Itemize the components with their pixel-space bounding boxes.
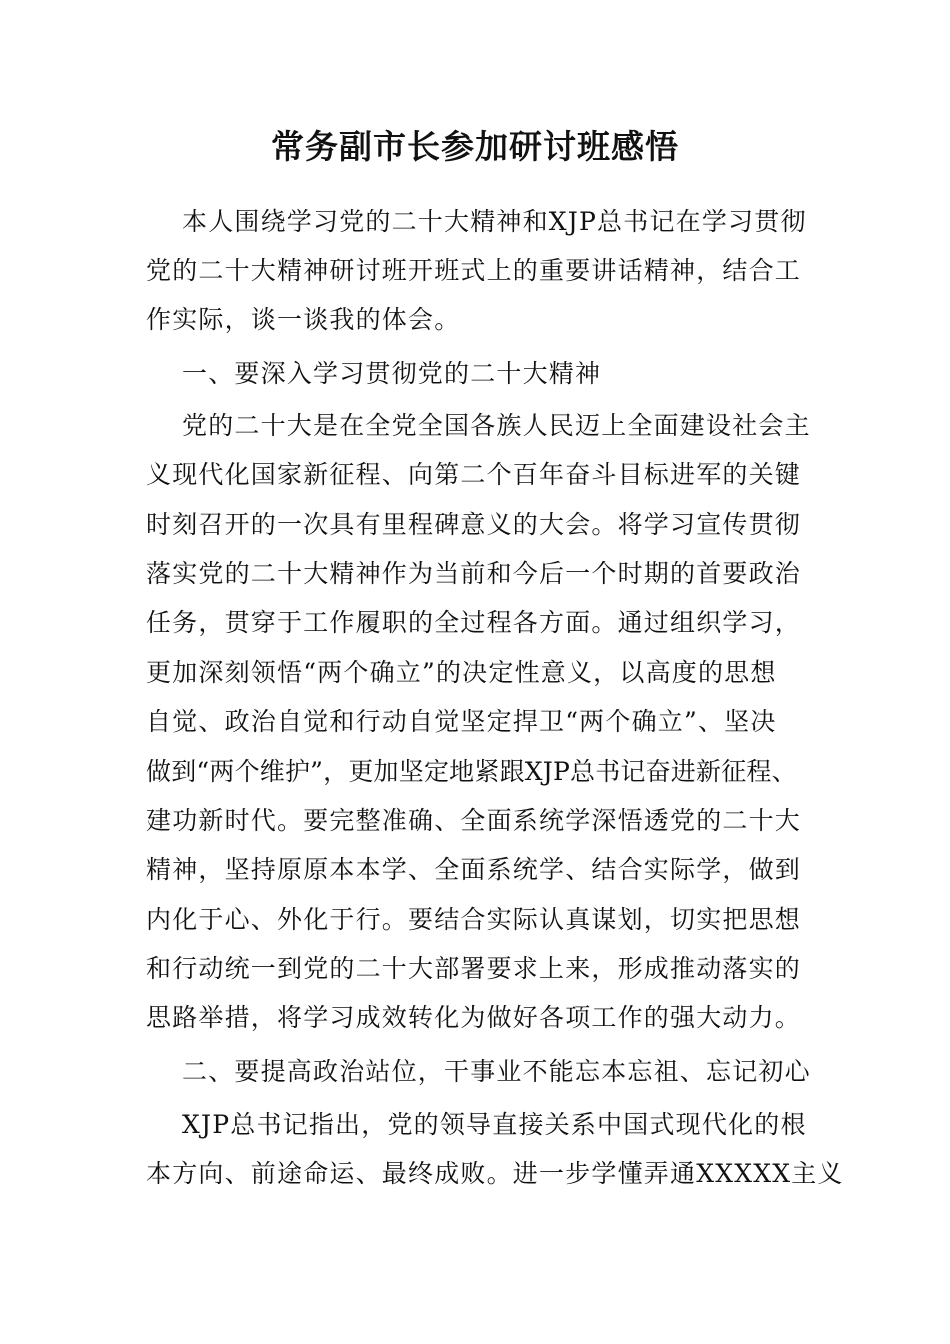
section-heading: 一、要深入学习贯彻党的二十大精神 — [182, 359, 602, 388]
paragraph-line: 思路举措，将学习成效转化为做好各项工作的强大动力。 — [146, 1003, 802, 1032]
paragraph-line: 和行动统一到党的二十大部署要求上来，形成推动落实的 — [146, 954, 802, 983]
paragraph-line: 更加深刻领悟“两个确立”的决定性意义，以高度的思想 — [146, 658, 777, 687]
section-heading: 二、要提高政治站位，干事业不能忘本忘祖、忘记初心 — [182, 1057, 811, 1086]
paragraph-line: 做到“两个维护”，更加坚定地紧跟XJP总书记奋进新征程、 — [146, 757, 797, 786]
paragraph-line: 内化于心、外化于行。要结合实际认真谋划，切实把思想 — [146, 905, 802, 934]
paragraph-line: 本人围绕学习党的二十大精神和XJP总书记在学习贯彻 — [182, 207, 807, 236]
paragraph-line: 任务，贯穿于工作履职的全过程各方面。通过组织学习， — [146, 608, 802, 637]
paragraph-line: XJP总书记指出，党的领导直接关系中国式现代化的根 — [182, 1110, 807, 1139]
paragraph-line: 精神，坚持原原本本学、全面系统学、结合实际学，做到 — [146, 855, 802, 884]
paragraph-line: 本方向、前途命运、最终成败。进一步学懂弄通XXXXX主义 — [146, 1159, 844, 1188]
document-title: 常务副市长参加研讨班感悟 — [271, 127, 679, 166]
paragraph-line: 义现代化国家新征程、向第二个百年奋斗目标进军的关键 — [146, 460, 802, 489]
paragraph-line: 建功新时代。要完整准确、全面系统学深悟透党的二十大 — [146, 806, 802, 835]
paragraph-line: 时刻召开的一次具有里程碑意义的大会。将学习宣传贯彻 — [146, 510, 802, 539]
paragraph-line: 落实党的二十大精神作为当前和今后一个时期的首要政治 — [146, 559, 802, 588]
paragraph-line: 党的二十大精神研讨班开班式上的重要讲话精神，结合工 — [146, 256, 802, 285]
paragraph-line: 自觉、政治自觉和行动自觉坚定捍卫“两个确立”、坚决 — [146, 707, 777, 736]
paragraph-line: 作实际，谈一谈我的体会。 — [146, 305, 461, 334]
paragraph-line: 党的二十大是在全党全国各族人民迈上全面建设社会主 — [182, 411, 811, 440]
